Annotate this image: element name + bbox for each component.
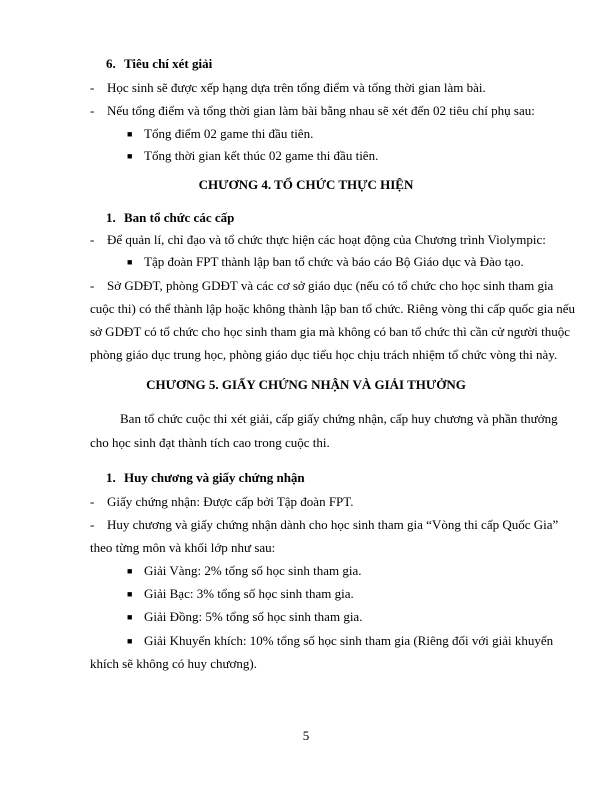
section-number: 1. bbox=[106, 210, 116, 225]
list-item: Để quản lí, chỉ đạo và tổ chức thực hiện các hoạt động của Chương trình Violympic: bbox=[107, 232, 546, 247]
paragraph-line: Huy chương và giấy chứng nhận dành cho học sinh tham gia “Vòng thi cấp Quốc Gia” bbox=[107, 517, 559, 532]
award-item: Giải Khuyến khích: 10% tổng số học sinh tham gia (Riêng đối với giải khuyến bbox=[144, 633, 554, 648]
chapter-heading: CHƯƠNG 4. TỔ CHỨC THỰC HIỆN bbox=[198, 177, 414, 192]
chapter-heading: CHƯƠNG 5. GIẤY CHỨNG NHẬN VÀ GIẢI THƯỞNG bbox=[146, 377, 466, 392]
paragraph-line: sở GDĐT có tổ chức cho học sinh tham gia mà không có ban tổ chức thì cần cử người thuộc bbox=[90, 324, 570, 339]
section-title: Ban tổ chức các cấp bbox=[124, 210, 235, 225]
list-item: Học sinh sẽ được xếp hạng dựa trên tổng điểm và tổng thời gian làm bài. bbox=[107, 80, 486, 95]
list-item: Giấy chứng nhận: Được cấp bởi Tập đoàn FPT. bbox=[107, 494, 354, 509]
dash-marker: - bbox=[90, 494, 95, 509]
sub-list-item: Tổng điểm 02 game thi đầu tiên. bbox=[144, 126, 314, 141]
dash-marker: - bbox=[90, 517, 95, 532]
dash-marker: - bbox=[90, 232, 95, 247]
dash-marker: - bbox=[90, 80, 95, 95]
paragraph-line: cuộc thi) có thể thành lập hoặc không thành lập ban tổ chức. Riêng vòng thi cấp quốc gia nếu bbox=[90, 301, 576, 316]
sub-list-item: Tổng thời gian kết thúc 02 game thi đầu tiên. bbox=[144, 148, 379, 163]
bullet-marker: ■ bbox=[127, 636, 133, 646]
sub-list-item: Tập đoàn FPT thành lập ban tổ chức và báo cáo Bộ Giáo dục và Đào tạo. bbox=[144, 254, 524, 269]
section-number: 6. bbox=[106, 56, 116, 71]
bullet-marker: ■ bbox=[127, 151, 133, 161]
paragraph-line: Ban tổ chức cuộc thi xét giải, cấp giấy chứng nhận, cấp huy chương và phần thưởng bbox=[120, 411, 558, 426]
bullet-marker: ■ bbox=[127, 589, 133, 599]
section-title: Tiêu chí xét giải bbox=[124, 56, 213, 71]
paragraph-line: theo từng môn và khối lớp như sau: bbox=[90, 540, 276, 555]
bullet-marker: ■ bbox=[127, 612, 133, 622]
award-item: Giải Vàng: 2% tổng số học sinh tham gia. bbox=[144, 563, 362, 578]
paragraph-line: cho học sinh đạt thành tích cao trong cuộc thi. bbox=[90, 435, 330, 450]
list-item: Nếu tổng điểm và tổng thời gian làm bài bằng nhau sẽ xét đến 02 tiêu chí phụ sau: bbox=[107, 103, 535, 118]
section-title: Huy chương và giấy chứng nhận bbox=[124, 470, 305, 485]
award-item-continuation: khích sẽ không có huy chương). bbox=[90, 656, 258, 671]
page-number: 5 bbox=[302, 728, 310, 743]
bullet-marker: ■ bbox=[127, 257, 133, 267]
paragraph-line: Sở GDĐT, phòng GDĐT và các cơ sở giáo dục (nếu có tổ chức cho học sinh tham gia bbox=[107, 278, 554, 293]
paragraph-line: phòng giáo dục trung học, phòng giáo dục tiểu học chịu trách nhiệm tổ chức vòng thi này. bbox=[90, 347, 558, 362]
dash-marker: - bbox=[90, 278, 95, 293]
award-item: Giải Bạc: 3% tổng số học sinh tham gia. bbox=[144, 586, 354, 601]
section-number: 1. bbox=[106, 470, 116, 485]
award-item: Giải Đồng: 5% tổng số học sinh tham gia. bbox=[144, 609, 363, 624]
bullet-marker: ■ bbox=[127, 566, 133, 576]
bullet-marker: ■ bbox=[127, 129, 133, 139]
dash-marker: - bbox=[90, 103, 95, 118]
